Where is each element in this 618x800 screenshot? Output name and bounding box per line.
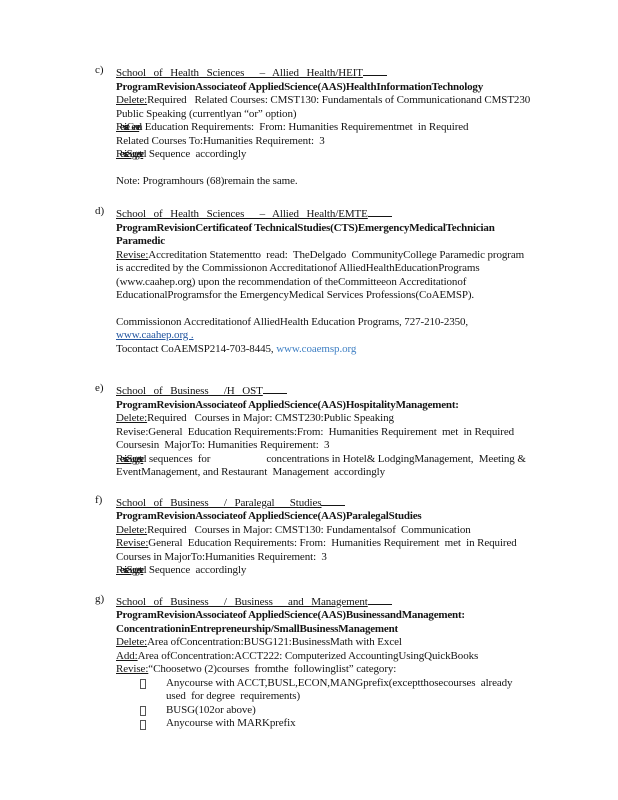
blank-line	[116, 303, 568, 316]
section-e	[95, 382, 568, 480]
bullet-item	[95, 717, 568, 731]
bullet-item	[95, 704, 568, 718]
revise-text: General Education Requirements: From: Humanities Requirement met in Required	[148, 537, 517, 549]
section-spacer	[95, 578, 568, 593]
section-heading-text: School of Business /H OST	[116, 385, 263, 397]
delete-text: Required Courses in Major: CMST230:Public Speaking	[147, 412, 394, 424]
contact-text: Tocontact CoAEMSP214-703-8445,	[116, 342, 277, 355]
contact-line	[116, 343, 568, 357]
suggested-sequence-line	[116, 453, 568, 467]
note-line: Note: Programhours (68)remain the same.	[116, 174, 298, 187]
sequence-text: sequences for	[146, 452, 211, 465]
underline-tail	[321, 494, 345, 506]
revise-text: Education Requirements: From: Humanities Requirementmet in Required	[142, 121, 469, 133]
caahep-link-line	[116, 329, 568, 343]
delete-line	[116, 412, 568, 426]
revise-line	[116, 537, 568, 551]
section-label: d)	[95, 205, 105, 217]
section-spacer	[95, 356, 568, 382]
program-title: ProgramRevisionAssociateof AppliedScience(AAS)HealthInformationTechnology	[116, 80, 484, 93]
suggested-sequence-line	[116, 148, 568, 162]
delete-text: Required Related Courses: CMST130: Fundamentals of Communicationand CMST230	[147, 94, 531, 106]
section-heading-text: School of Business / Business and Management	[116, 595, 368, 608]
delete-text: Area ofConcentration:BUSG121:BusinessMath with Excel	[147, 636, 402, 648]
bullet-item	[95, 677, 568, 691]
delete-text: Required Courses in Major: CMST130: Fundamentalsof Communication	[147, 523, 471, 536]
section-heading-text: School of Business / Paralegal Studies	[116, 496, 322, 509]
section-heading	[116, 593, 568, 610]
revise-line	[116, 121, 568, 135]
revise-label: Revise:	[116, 537, 149, 549]
caahep-link[interactable]: www.caahep.org .	[116, 329, 194, 341]
section-spacer	[95, 480, 568, 494]
revise-suggested-overlap: Revise:Suggested	[116, 564, 144, 576]
blank-line	[116, 162, 568, 175]
section-heading-text: School of Health Sciences – Allied Health/HEIT	[116, 67, 363, 79]
program-title-line2: Paramedic	[116, 235, 165, 247]
revise-general-overlap: Revise:General	[116, 121, 140, 133]
commission-line: Commissionon Accreditationof AlliedHealth Education Programs, 727-210-2350,	[116, 315, 469, 328]
bullet-continuation: used for degree requirements)	[166, 690, 301, 702]
wrap-line: Public Speaking (currentlyan “or” option)	[116, 107, 297, 120]
section-label: g)	[95, 592, 105, 605]
suggested-sequence-line	[116, 564, 568, 578]
section-heading	[116, 205, 568, 222]
section-heading	[116, 494, 568, 511]
delete-line	[116, 524, 568, 538]
section-f	[95, 494, 568, 578]
revise-line	[116, 663, 568, 677]
section-g	[95, 593, 568, 677]
section-heading	[116, 64, 568, 81]
add-text: Area ofConcentration:ACCT222: Computerized AccountingUsingQuickBooks	[137, 649, 479, 662]
delete-label: Delete:	[116, 94, 148, 106]
underline-tail	[368, 593, 392, 605]
revise-suggested-overlap: Revise:Suggested	[116, 452, 144, 465]
sequence-text: Sequence accordingly	[146, 564, 247, 576]
bullet-text: BUSG(102or above)	[166, 703, 256, 716]
program-title: ProgramRevisionCertificateof TechnicalStudies(CTS)EmergencyMedicalTechnician	[116, 221, 495, 234]
wrap-line: EventManagement, and Restaurant Management accordingly	[116, 466, 385, 478]
coaemsp-link[interactable]: www.coaemsp.org	[276, 342, 357, 355]
paragraph-line: is accredited by the Commissionon Accreditationof AlliedHealthEducationPrograms	[116, 262, 480, 274]
program-title: ProgramRevisionAssociateof AppliedScience(AAS)HospitalityManagement:	[116, 398, 459, 411]
delete-line	[116, 636, 568, 650]
section-label: c)	[95, 64, 104, 76]
wrap-line: Related Courses To:Humanities Requirement: 3	[116, 134, 325, 147]
section-label: e)	[95, 382, 104, 394]
revise-label: Revise:	[116, 248, 149, 261]
bullet-square-icon	[140, 706, 146, 716]
bullet-text: Anycourse with ACCT,BUSL,ECON,MANGprefix(exceptthosecourses already	[166, 676, 513, 689]
revise-suggested-overlap: Revise:Suggested	[116, 148, 144, 160]
bullet-square-icon	[140, 720, 146, 730]
wrap-line: Coursesin MajorTo: Humanities Requirement: 3	[116, 439, 330, 451]
revise-line	[116, 249, 568, 263]
revise-label: Revise:	[116, 663, 149, 675]
add-line	[116, 650, 568, 664]
sequence-text: Sequence accordingly	[146, 148, 247, 160]
program-title-line2: ConcentrationinEntrepreneurship/SmallBusinessManagement	[116, 622, 398, 635]
underline-tail	[263, 382, 287, 394]
revise-text: Accreditation Statementto read: TheDelgado CommunityCollege Paramedic program	[148, 248, 525, 261]
add-label: Add:	[116, 649, 138, 662]
delete-label: Delete:	[116, 523, 148, 536]
bullet-text: Anycourse with MARKprefix	[166, 717, 296, 729]
section-c	[95, 64, 568, 188]
section-label: f)	[95, 493, 103, 506]
delete-label: Delete:	[116, 412, 148, 424]
underline-tail	[368, 205, 392, 217]
program-title: ProgramRevisionAssociateof AppliedScience(AAS)BusinessandManagement:	[116, 609, 465, 621]
section-heading	[116, 382, 568, 399]
program-title: ProgramRevisionAssociateof AppliedScience(AAS)ParalegalStudies	[116, 510, 422, 522]
section-d	[95, 205, 568, 356]
paragraph-line: EducationalProgramsfor the EmergencyMedical Services Professions(CoAEMSP).	[116, 289, 475, 301]
paragraph-line: (www.caahep.org) upon the recommendation of theCommitteeon Accreditationof	[116, 275, 467, 288]
section-spacer	[95, 188, 568, 205]
section-heading-text: School of Health Sciences – Allied Health/EMTE	[116, 208, 368, 220]
delete-line	[116, 94, 568, 108]
sequence-text2: concentrations in Hotel& LodgingManagement, Meeting &	[266, 452, 526, 465]
delete-label: Delete:	[116, 636, 148, 648]
revise-line: Revise:General Education Requirements:From: Humanities Requirement met in Required	[116, 425, 514, 438]
bullet-square-icon	[140, 679, 146, 689]
wrap-line: Courses in MajorTo:Humanities Requirement: 3	[116, 550, 327, 563]
revise-text: “Choosetwo (2)courses fromthe followinglist” category:	[148, 663, 397, 675]
underline-tail	[363, 64, 387, 76]
